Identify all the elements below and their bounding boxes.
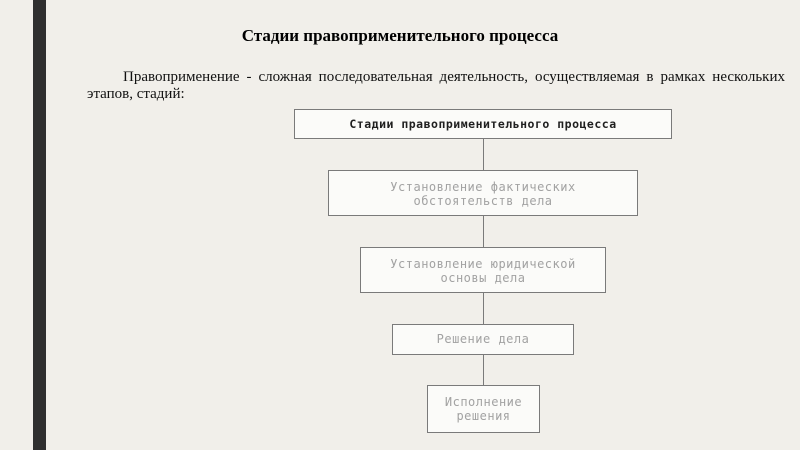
decorative-left-bar — [33, 0, 46, 450]
stage-box-decision — [392, 324, 574, 355]
connector-line — [483, 355, 484, 385]
stage-label-line1: Установление юридической — [390, 257, 576, 271]
stage-label: Стадии правоприменительного процесса — [349, 117, 617, 131]
connector-line — [483, 139, 484, 170]
stage-box-legal-basis — [360, 247, 606, 293]
stage-label-line2: решения — [456, 409, 511, 423]
stage-label-line2: основы дела — [440, 271, 526, 285]
stage-box-execution — [427, 385, 540, 433]
connector-line — [483, 293, 484, 324]
stage-box-facts — [328, 170, 638, 216]
stage-label-line1: Исполнение — [444, 395, 523, 409]
stage-label-line2: обстоятельств дела — [413, 194, 553, 208]
stage-label-line1: Установление фактических — [390, 180, 576, 194]
slide-title: Стадии правоприменительного процесса — [241, 26, 559, 45]
stage-box-header — [294, 109, 672, 139]
intro-paragraph: Правоприменение - сложная последовательная деятельность, осуществляемая в рамках нескольких этапов, стадий: — [87, 69, 785, 102]
connector-line — [483, 216, 484, 247]
stage-label: Решение дела — [436, 332, 530, 346]
